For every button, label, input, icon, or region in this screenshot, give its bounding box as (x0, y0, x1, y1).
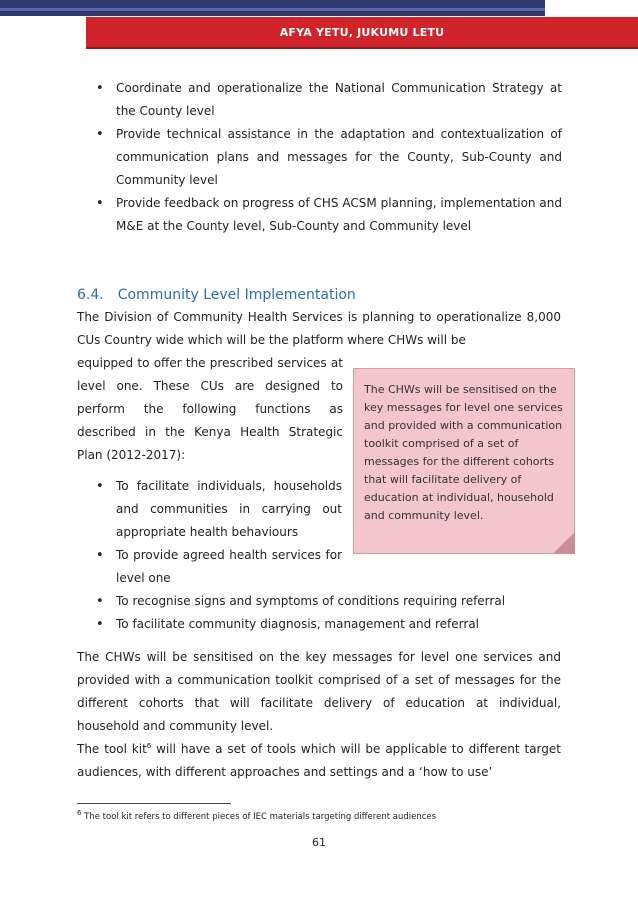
callout-page-curl (553, 532, 575, 554)
function-bullet-list-narrow (92, 475, 342, 590)
paragraph-intro-wide: The Division of Community Health Services is planning to operationalize 8,000 CUs Country wide which will be the platform where CHWs will be (77, 310, 561, 347)
list-item: • To provide agreed health services for level one (92, 544, 342, 590)
callout-box (353, 368, 575, 554)
footnote-divider (77, 803, 231, 804)
footnote (77, 809, 437, 822)
section-heading (77, 287, 370, 303)
top-bullet-list (92, 77, 562, 238)
list-item: • To facilitate community diagnosis, management and referral (92, 613, 562, 636)
callout-text: The CHWs will be sensitised on the key messages for level one services and provided with a communication toolkit comprised of a set of messages for the different cohorts that will facilitate delivery of education at individual, household and community level. (364, 383, 563, 522)
list-item: • Provide feedback on progress of CHS ACSM planning, implementation and M&E at the County level, Sub-County and Community level (92, 192, 562, 238)
section-number: 6.4. (77, 287, 104, 303)
page-number: 61 (312, 836, 326, 849)
list-item: • Coordinate and operationalize the National Communication Strategy at the County level (92, 77, 562, 123)
section-title: Community Level Implementation (117, 287, 356, 303)
paragraph-toolkit-start: The tool kit (77, 742, 147, 756)
paragraph-intro-narrow: equipped to offer the prescribed services at level one. These CUs are designed to perform the following functions as described in the Kenya Health Strategic Plan (2012-2017): (77, 356, 343, 462)
footnote-number: 6 (77, 809, 82, 818)
header-title: AFYA YETU, JUKUMU LETU (279, 25, 445, 39)
footnote-reference[interactable]: 6 (146, 742, 152, 750)
list-item: • To recognise signs and symptoms of conditions requiring referral (92, 590, 562, 613)
list-item: • To facilitate individuals, households and communities in carrying out appropriate health behaviours (92, 475, 342, 544)
paragraph-toolkit (77, 738, 561, 784)
list-item: • Provide technical assistance in the adaptation and contextualization of communication plans and messages for the County, Sub-County and Community level (92, 123, 562, 192)
paragraph-toolkit-end: will have a set of tools which will be applicable to different target audiences, with different approaches and settings and a ‘how to use’ (77, 742, 561, 779)
function-bullet-list-wide (92, 590, 562, 636)
header-top-stripe (0, 8, 545, 11)
paragraph-chw-sensitisation: The CHWs will be sensitised on the key messages for level one services and provided with a communication toolkit comprised of a set of messages for the different cohorts that will facilitate delivery of education at individual, household and community level. (77, 650, 561, 733)
header-banner (86, 17, 638, 49)
footnote-text: The tool kit refers to different pieces of IEC materials targeting different audiences (81, 812, 437, 822)
